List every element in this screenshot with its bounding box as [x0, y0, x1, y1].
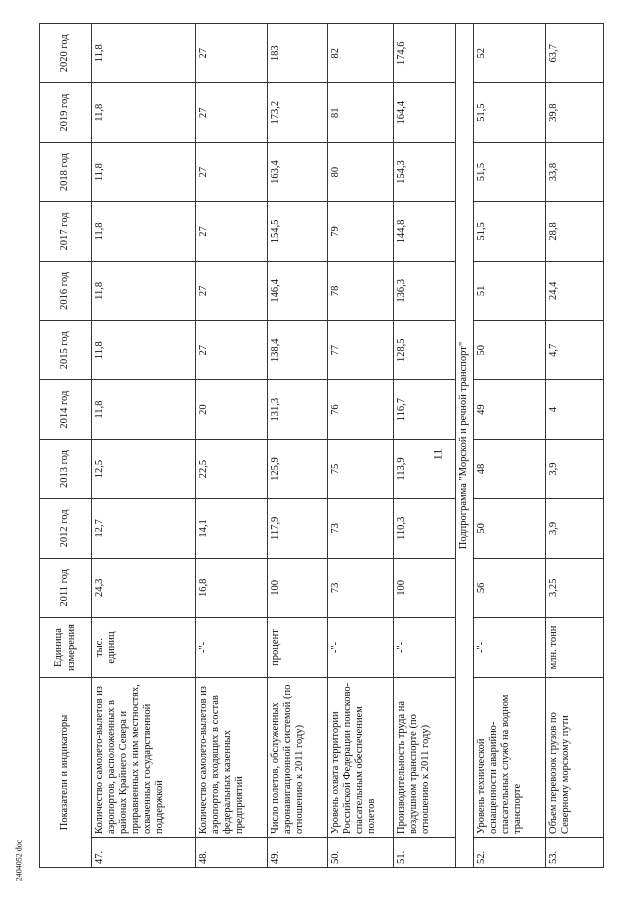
value-cell: 49: [474, 380, 546, 439]
value-cell: 51: [474, 261, 546, 320]
rotated-table-wrapper: [39, 23, 595, 868]
value-cell: 128,5: [394, 321, 456, 380]
header-year: 2019 год: [40, 83, 92, 142]
value-cell: 154,3: [394, 142, 456, 201]
value-cell: 164,4: [394, 83, 456, 142]
value-cell: 82: [328, 24, 394, 83]
indicators-table: [39, 23, 604, 868]
value-cell: 183: [268, 24, 328, 83]
value-cell: 138,4: [268, 321, 328, 380]
value-cell: 163,4: [268, 142, 328, 201]
value-cell: 11,8: [92, 380, 196, 439]
value-cell: 77: [328, 321, 394, 380]
subprogram-title: Подпрограмма "Морской и речной транспорт": [456, 24, 474, 868]
value-cell: 27: [196, 24, 268, 83]
value-cell: 11,8: [92, 83, 196, 142]
subprogram-row: [456, 24, 474, 868]
value-cell: 20: [196, 380, 268, 439]
value-cell: 4,7: [546, 321, 604, 380]
value-cell: 51,5: [474, 202, 546, 261]
value-cell: 78: [328, 261, 394, 320]
header-unit: Единица измерения: [40, 618, 92, 678]
value-cell: 73: [328, 499, 394, 558]
value-cell: 24,4: [546, 261, 604, 320]
header-year: 2016 год: [40, 261, 92, 320]
value-cell: 100: [268, 558, 328, 617]
table-row: [546, 24, 604, 868]
value-cell: 76: [328, 380, 394, 439]
value-cell: 33,8: [546, 142, 604, 201]
unit-cell: -"-: [394, 618, 456, 678]
unit-cell: тыс. единиц: [92, 618, 196, 678]
value-cell: 50: [474, 499, 546, 558]
table-header-row: [40, 24, 92, 868]
table-row: [196, 24, 268, 868]
header-year: 2017 год: [40, 202, 92, 261]
value-cell: 11,8: [92, 142, 196, 201]
indicator-name: Количество самолето-вылетов из аэропортов, расположенных в районах Крайнего Севера и приравненных к ним местностях, охваченных государственной поддержкой: [92, 678, 196, 838]
unit-cell: -"-: [196, 618, 268, 678]
value-cell: 51,5: [474, 83, 546, 142]
value-cell: 11,8: [92, 261, 196, 320]
value-cell: 56: [474, 558, 546, 617]
value-cell: 3,25: [546, 558, 604, 617]
value-cell: 4: [546, 380, 604, 439]
value-cell: 80: [328, 142, 394, 201]
value-cell: 100: [394, 558, 456, 617]
value-cell: 79: [328, 202, 394, 261]
value-cell: 131,3: [268, 380, 328, 439]
value-cell: 144,8: [394, 202, 456, 261]
value-cell: 27: [196, 261, 268, 320]
row-number: 53.: [546, 838, 604, 868]
indicator-name: Число полетов, обслуженных аэронавигационной системой (по отношению к 2011 году): [268, 678, 328, 838]
indicator-name: Количество самолето-вылетов из аэропортов, входящих в состав федеральных казенных предприятий: [196, 678, 268, 838]
table-row: [328, 24, 394, 868]
value-cell: 75: [328, 439, 394, 498]
value-cell: 3,9: [546, 499, 604, 558]
indicator-name: Уровень охвата территории Российской Федерации поисково-спасательным обеспечением полетов: [328, 678, 394, 838]
header-year: 2014 год: [40, 380, 92, 439]
value-cell: 27: [196, 202, 268, 261]
header-year: 2018 год: [40, 142, 92, 201]
table-row: [268, 24, 328, 868]
header-indicators: Показатели и индикаторы: [40, 678, 92, 868]
value-cell: 16,8: [196, 558, 268, 617]
value-cell: 50: [474, 321, 546, 380]
value-cell: 22,5: [196, 439, 268, 498]
value-cell: 110,3: [394, 499, 456, 558]
indicator-name: Производительность труда на воздушном транспорте (по отношению к 2011 году): [394, 678, 456, 838]
unit-cell: млн. тонн: [546, 618, 604, 678]
value-cell: 28,8: [546, 202, 604, 261]
value-cell: 24,3: [92, 558, 196, 617]
value-cell: 116,7: [394, 380, 456, 439]
unit-cell: процент: [268, 618, 328, 678]
value-cell: 174,6: [394, 24, 456, 83]
indicator-name: Объем перевозок грузов по Северному морскому пути: [546, 678, 604, 838]
row-number: 51.: [394, 838, 456, 868]
value-cell: 154,5: [268, 202, 328, 261]
value-cell: 146,4: [268, 261, 328, 320]
value-cell: 27: [196, 83, 268, 142]
row-number: 47.: [92, 838, 196, 868]
value-cell: 39,8: [546, 83, 604, 142]
table-row: [394, 24, 456, 868]
value-cell: 173,2: [268, 83, 328, 142]
header-year: 2020 год: [40, 24, 92, 83]
value-cell: 73: [328, 558, 394, 617]
value-cell: 11,8: [92, 24, 196, 83]
unit-cell: -"-: [474, 618, 546, 678]
value-cell: 51,5: [474, 142, 546, 201]
value-cell: 3,9: [546, 439, 604, 498]
value-cell: 27: [196, 142, 268, 201]
value-cell: 12,7: [92, 499, 196, 558]
row-number: 52.: [474, 838, 546, 868]
header-year: 2011 год: [40, 558, 92, 617]
unit-cell: -"-: [328, 618, 394, 678]
table-row: [474, 24, 546, 868]
value-cell: 117,9: [268, 499, 328, 558]
value-cell: 113,9: [394, 439, 456, 498]
row-number: 48.: [196, 838, 268, 868]
header-year: 2015 год: [40, 321, 92, 380]
page-number: 11: [430, 448, 445, 461]
value-cell: 48: [474, 439, 546, 498]
value-cell: 11,8: [92, 202, 196, 261]
value-cell: 14,1: [196, 499, 268, 558]
value-cell: 63,7: [546, 24, 604, 83]
value-cell: 27: [196, 321, 268, 380]
value-cell: 52: [474, 24, 546, 83]
value-cell: 81: [328, 83, 394, 142]
row-number: 49.: [268, 838, 328, 868]
header-year: 2012 год: [40, 499, 92, 558]
header-year: 2013 год: [40, 439, 92, 498]
value-cell: 136,3: [394, 261, 456, 320]
indicator-name: Уровень технической оснащенности аварийно-спасательных служб на водном транспорте: [474, 678, 546, 838]
value-cell: 125,9: [268, 439, 328, 498]
row-number: 50.: [328, 838, 394, 868]
value-cell: 12,5: [92, 439, 196, 498]
table-row: [92, 24, 196, 868]
value-cell: 11,8: [92, 321, 196, 380]
footer-code: 2404052 doc: [14, 839, 24, 882]
